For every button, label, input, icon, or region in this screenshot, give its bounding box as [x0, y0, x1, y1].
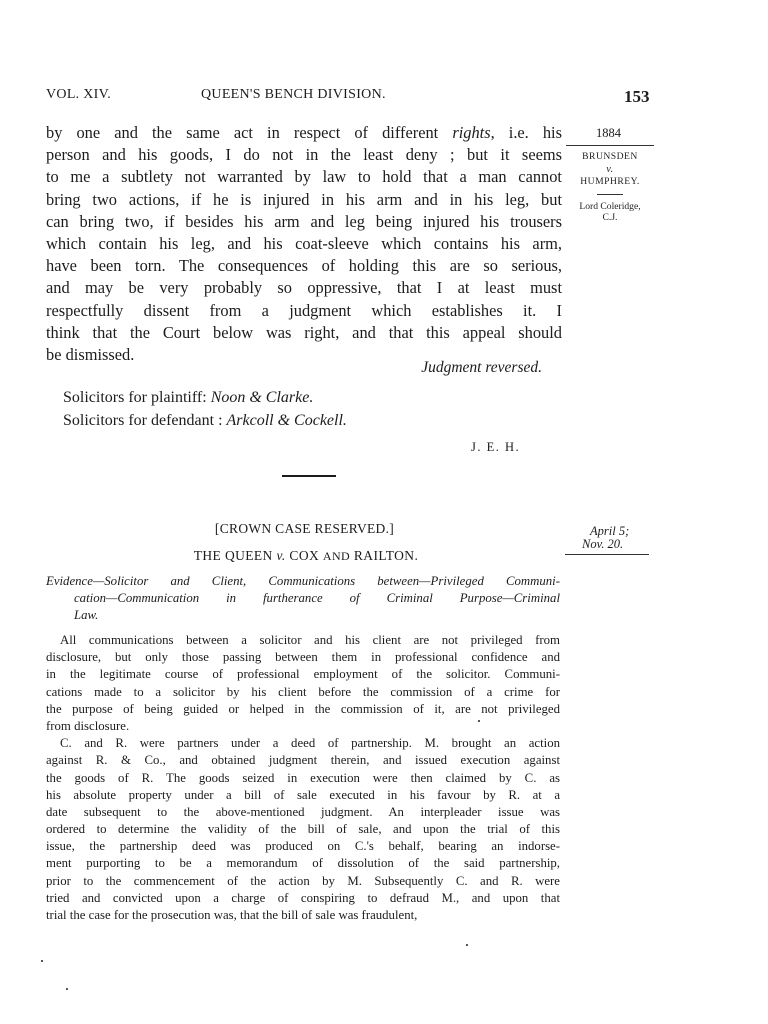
judgment-line — [46, 233, 562, 255]
judgment-line-segment: which contain his leg, and his coat-sleeve which contains his arm, — [46, 233, 562, 253]
solicitors-defendant-name: Arkcoll & Cockell. — [226, 412, 347, 429]
margin-case-party-2: HUMPHREY. — [580, 176, 640, 187]
solicitors-plaintiff-label: Solicitors for plaintiff: — [63, 389, 211, 406]
judgment-line — [46, 189, 562, 211]
reporter-initials: J. E. H. — [471, 440, 521, 454]
judgment-line — [46, 300, 562, 322]
margin-judge-title: C.J. — [602, 212, 618, 223]
scan-speck — [66, 988, 68, 990]
solicitors-defendant-label: Solicitors for defendant : — [63, 412, 227, 429]
scan-speck — [41, 960, 43, 962]
case-title-and: AND — [322, 549, 351, 563]
solicitors-plaintiff — [63, 389, 313, 407]
margin-case-versus: v. — [606, 164, 614, 175]
margin-short-divider — [597, 194, 623, 195]
running-head-court: QUEEN'S BENCH DIVISION. — [201, 87, 386, 102]
catchword-line: Evidence—Solicitor and Client, Communications between—Privileged Communi- — [46, 574, 560, 588]
case-court-label: [CROWN CASE RESERVED.] — [214, 521, 395, 536]
judgment-line-segment: think that the Court below was right, and that this appeal should — [46, 322, 562, 342]
case-title-main: THE QUEEN — [193, 548, 277, 563]
judgment-line-segment: to me a subtlety not warranted by law to hold that a man cannot — [46, 167, 562, 187]
scan-speck — [478, 720, 480, 722]
headnote-line: C. and R. were partners under a deed of partnership. M. brought an action — [60, 736, 560, 751]
judgment-line — [46, 255, 562, 277]
headnote-line: trial the case for the prosecution was, that the bill of sale was fraudulent, — [46, 908, 418, 922]
solicitors-defendant — [63, 412, 347, 430]
case-title-party-2: RAILTON. — [350, 548, 419, 563]
judgment-text — [46, 122, 562, 366]
catchword-line: cation—Communication in furtherance of Criminal Purpose—Criminal — [74, 591, 560, 606]
judgment-line — [46, 277, 562, 299]
headnote-line: All communications between a solicitor and his client are not privileged from — [60, 633, 560, 647]
judgment-line-segment: person and his goods, I do not in the least deny ; but it seems — [46, 145, 562, 165]
headnote-line: tried and convicted upon a charge of conspiring to defraud M., and upon that — [46, 890, 560, 905]
judgment-line-segment: , i.e. his — [490, 123, 562, 142]
judgment-line — [46, 122, 562, 144]
case-title-party: COX — [285, 548, 323, 563]
headnote-line: the purpose of being guided or helped in the commission of it, are not privileged — [46, 701, 560, 716]
margin-date-divider — [565, 554, 649, 555]
headnote-line: the goods of R. The goods seized in execution were then claimed by C. as — [46, 770, 560, 785]
judgment-line — [46, 322, 562, 344]
case-title — [160, 548, 452, 564]
headnote-line: cations made to a solicitor by his client before the commission of a crime for — [46, 684, 560, 699]
judgment-line-segment: have been torn. The consequences of holding this are so serious, — [46, 256, 562, 276]
judgment-line-segment: respectfully dissent from a judgment which establishes it. I — [46, 300, 562, 320]
headnote-line: date subsequent to the above-mentioned judgment. An interpleader issue was — [46, 804, 560, 819]
headnote-line: issue, the partnership deed was produced on C.'s behalf, bearing an indorse- — [46, 839, 560, 854]
section-separator — [282, 475, 336, 477]
scan-speck — [466, 944, 468, 946]
judgment-result: Judgment reversed. — [421, 359, 542, 376]
judgment-line-segment: rights — [452, 123, 491, 142]
solicitors-plaintiff-name: Noon & Clarke. — [210, 389, 314, 406]
judgment-line-segment: and may be very probably so oppressive, that I at least must — [46, 278, 562, 298]
margin-year: 1884 — [596, 126, 621, 140]
headnote-line: disclosure, but only those passing between them in professional confidence and — [46, 650, 560, 665]
headnote-line: his absolute property under a bill of sale executed in his favour by R. at a — [46, 787, 560, 802]
margin-date-2: Nov. 20. — [582, 537, 624, 551]
headnote-line: prior to the commencement of the action by M. Subsequently C. and R. were — [46, 873, 560, 888]
page-number: 153 — [624, 87, 650, 106]
judgment-line-segment: be dismissed. — [46, 344, 135, 364]
judgment-line-segment: bring two actions, if he is injured in his arm and in his leg, but — [46, 189, 562, 209]
headnote-line: ordered to determine the validity of the bill of sale, and upon the trial of this — [46, 822, 560, 837]
headnote-catchwords — [46, 573, 560, 625]
case-title-versus: v. — [276, 548, 286, 563]
judgment-line — [46, 211, 562, 233]
judgment-line — [46, 144, 562, 166]
catchword-line: Law. — [74, 608, 99, 623]
judgment-line — [46, 166, 562, 188]
margin-judge: Lord Coleridge, — [579, 201, 641, 212]
running-head-volume: VOL. XIV. — [46, 87, 112, 102]
headnote-line: in the legitimate course of professional employment of the solicitor. Communi- — [46, 667, 560, 682]
judgment-line-segment: by one and the same act in respect of different — [46, 123, 453, 142]
margin-case-party-1: BRUNSDEN — [582, 151, 638, 162]
margin-divider — [566, 145, 654, 146]
headnote-line: against R. & Co., and obtained judgment therein, and issued execution against — [46, 753, 560, 768]
headnote-line: ment purporting to be a memorandum of dissolution of the said partnership, — [46, 856, 560, 871]
margin-date-1: April 5; — [590, 524, 630, 538]
judgment-line-segment: can bring two, if besides his arm and leg being injured his trousers — [46, 211, 562, 231]
headnote — [46, 632, 560, 924]
headnote-line: from disclosure. — [46, 718, 130, 733]
